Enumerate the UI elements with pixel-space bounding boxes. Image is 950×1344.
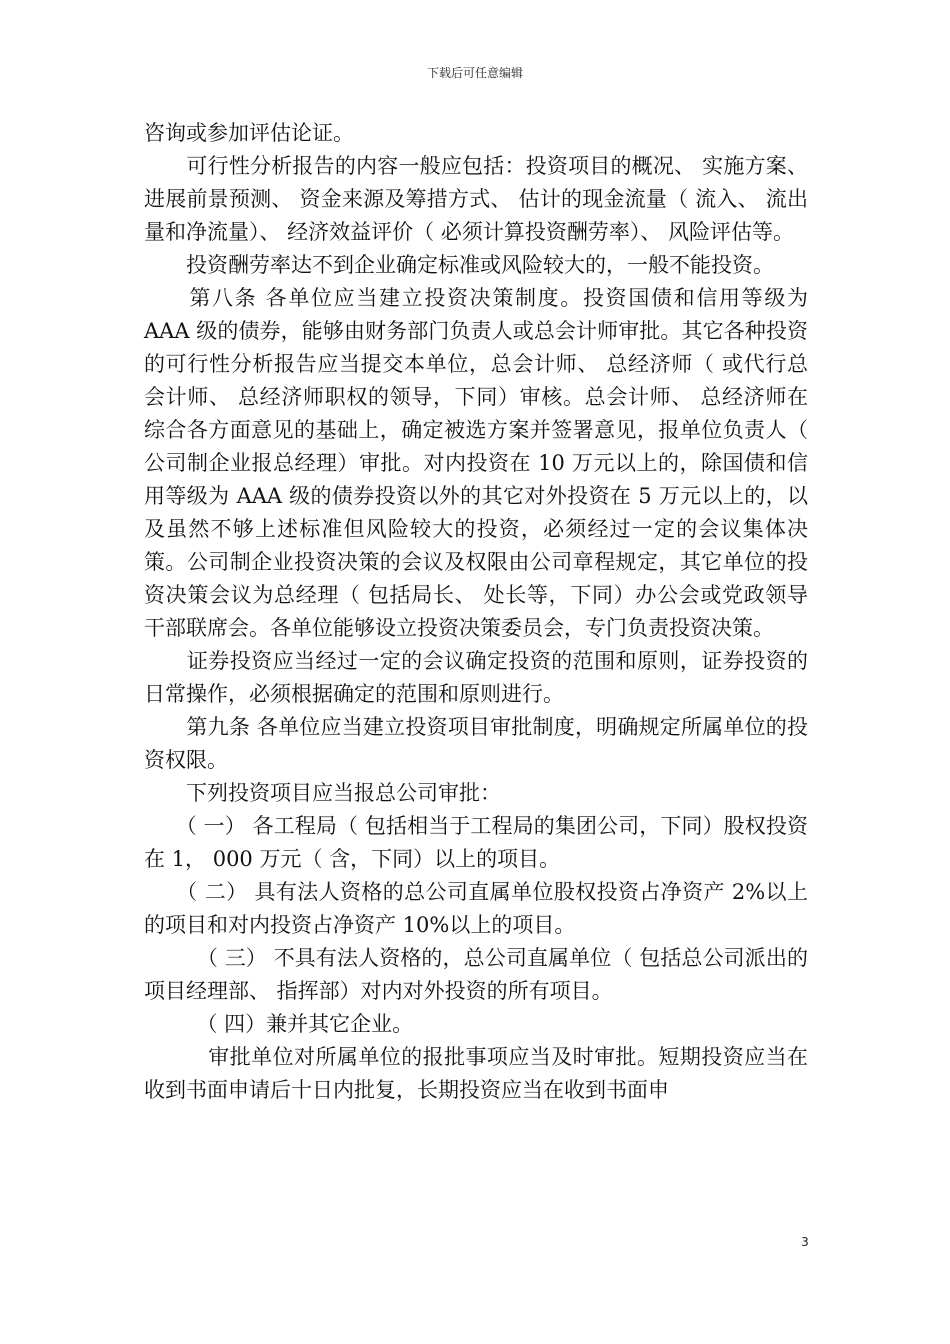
- page-number: 3: [801, 1235, 809, 1249]
- paragraph: 审批单位对所属单位的报批事项应当及时审批。短期投资应当在收到书面申请后十日内批复，长期投资应当在收到书面申: [144, 1045, 808, 1102]
- list-item: （ 一） 各工程局（ 包括相当于工程局的集团公司，下同）股权投资在 1， 000 万元（ 含，下同）以上的项目。: [144, 814, 808, 871]
- paragraph: 咨询或参加评估论证。: [144, 121, 354, 145]
- article-8-paragraph: 第八条 各单位应当建立投资决策制度。投资国债和信用等级为 AAA 级的债券，能够由财务部门负责人或总会计师审批。其它各种投资的可行性分析报告应当提交本单位，总会计师、 总经济师（ 或代行总会计师、 总经济师职权的领导，下同）审核。总会计师、 总经济师在综合各方面意见的基础上，确定被选方案并签署意见，报单位负责人（ 公司制企业报总经理）审批。对内投资在 10 万元以上的，除国债和信用等级为 AAA 级的债券投资以外的其它对外投资在 5 万元以上的，以及虽然不够上述标准但风险较大的投资，必须经过一定的会议集体决策。公司制企业投资决策的会议及权限由公司章程规定，其它单位的投资决策会议为总经理（ 包括局长、 处长等，下同）办公会或党政领导干部联席会。各单位能够设立投资决策委员会，专门负责投资决策。: [144, 286, 808, 640]
- paragraph: 证券投资应当经过一定的会议确定投资的范围和原则，证券投资的日常操作，必须根据确定的范围和原则进行。: [144, 649, 808, 706]
- list-item: （ 四）兼并其它企业。: [144, 1012, 414, 1036]
- list-item: （ 三） 不具有法人资格的，总公司直属单位（ 包括总公司派出的项目经理部、 指挥部）对内对外投资的所有项目。: [144, 946, 808, 1003]
- paragraph: 下列投资项目应当报总公司审批：: [144, 781, 501, 805]
- paragraph: 可行性分析报告的内容一般应包括：投资项目的概况、 实施方案、 进展前景预测、 资金来源及筹措方式、 估计的现金流量（ 流入、 流出量和净流量）、 经济效益评价（ 必须计算投资酬劳率）、 风险评估等。: [144, 154, 808, 244]
- article-9-paragraph: 第九条 各单位应当建立投资项目审批制度，明确规定所属单位的投资权限。: [144, 715, 808, 772]
- list-item: （ 二） 具有法人资格的总公司直属单位股权投资占净资产 2%以上的项目和对内投资占净资产 10%以上的项目。: [144, 880, 808, 937]
- paragraph: 投资酬劳率达不到企业确定标准或风险较大的，一般不能投资。: [144, 253, 774, 277]
- document-body: [144, 117, 808, 1107]
- page-header-note: 下载后可任意编辑: [426, 66, 523, 80]
